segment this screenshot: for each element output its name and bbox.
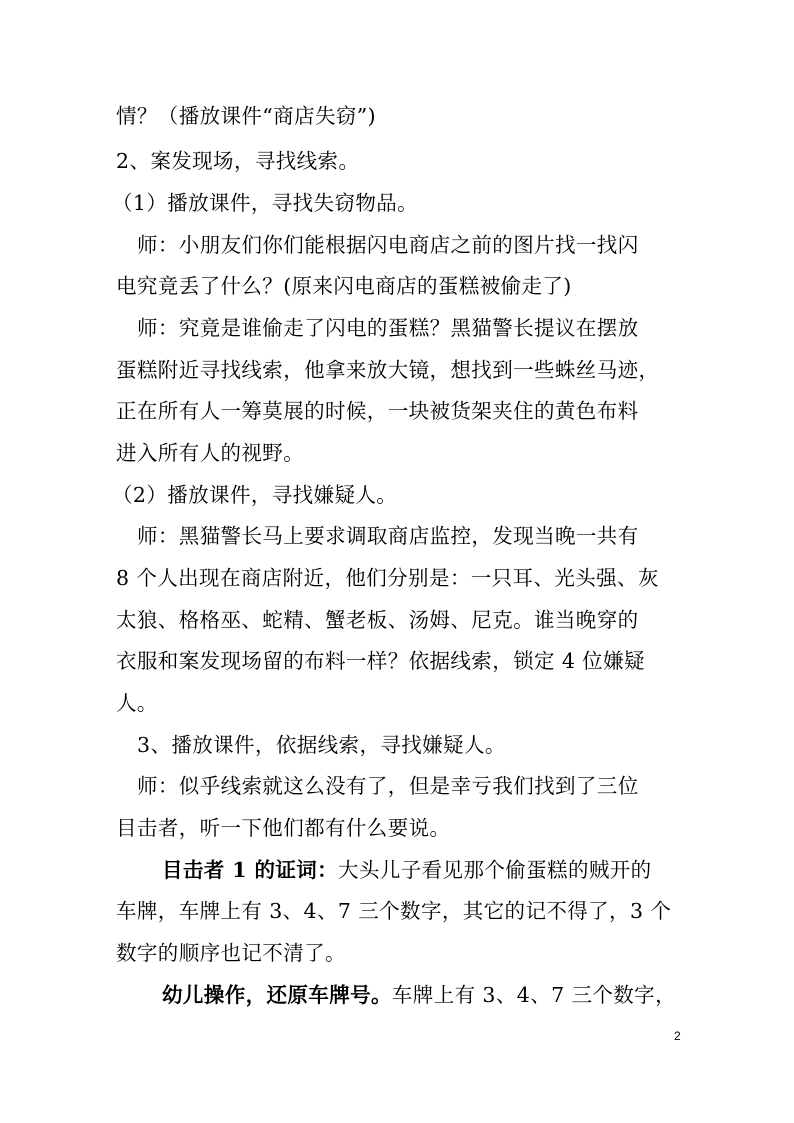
- paragraph-line: [162, 855, 652, 885]
- paragraph-line: [162, 980, 676, 1010]
- paragraph-line: 蛋糕附近寻找线索，他拿来放大镜，想找到一些蛛丝马迹，: [116, 358, 660, 382]
- inline-text: 车牌上有 3、4、7 三个数字，: [391, 983, 676, 1007]
- paragraph-line: 电究竟丢了什么？(原来闪电商店的蛋糕被偷走了): [116, 274, 572, 298]
- paragraph-line: 太狼、格格巫、蛇精、蟹老板、汤姆、尼克。谁当晚穿的: [116, 608, 639, 632]
- paragraph-line: 8 个人出现在商店附近，他们分别是：一只耳、光头强、灰: [116, 566, 659, 590]
- bold-label: 幼儿操作，还原车牌号。: [162, 983, 392, 1007]
- paragraph-line: 人。: [116, 691, 158, 715]
- paragraph-line: 衣服和案发现场留的布料一样？依据线索，锁定 4 位嫌疑: [116, 649, 645, 673]
- section-heading: 2、案发现场，寻找线索。: [116, 149, 360, 173]
- paragraph-line: 正在所有人一筹莫展的时候，一块被货架夹住的黄色布料: [116, 399, 639, 423]
- page-number: 2: [674, 1029, 681, 1043]
- paragraph-line: 师：小朋友们你们能根据闪电商店之前的图片找一找闪: [137, 233, 639, 257]
- paragraph-line: 师：黑猫警长马上要求调取商店监控，发现当晚一共有: [137, 524, 639, 548]
- paragraph-line: 目击者，听一下他们都有什么要说。: [116, 816, 451, 840]
- bold-label: 目击者 1 的证词：: [162, 858, 339, 882]
- subsection-heading: （1）播放课件，寻找失窃物品。: [112, 191, 419, 215]
- subsection-heading: （2）播放课件，寻找嫌疑人。: [112, 483, 398, 507]
- paragraph-line: 数字的顺序也记不清了。: [116, 941, 346, 965]
- text-line: 情？（播放课件“商店失窃”): [116, 104, 377, 128]
- paragraph-line: 师：究竟是谁偷走了闪电的蛋糕？黑猫警长提议在摆放: [137, 316, 639, 340]
- paragraph-line: 师：似乎线索就这么没有了，但是幸亏我们找到了三位: [137, 774, 639, 798]
- paragraph-line: 进入所有人的视野。: [116, 441, 305, 465]
- section-heading: 3、播放课件，依据线索，寻找嫌疑人。: [137, 733, 506, 757]
- inline-text: 大头儿子看见那个偷蛋糕的贼开的: [338, 858, 652, 882]
- paragraph-line: 车牌，车牌上有 3、4、7 三个数字，其它的记不得了，3 个: [116, 899, 672, 923]
